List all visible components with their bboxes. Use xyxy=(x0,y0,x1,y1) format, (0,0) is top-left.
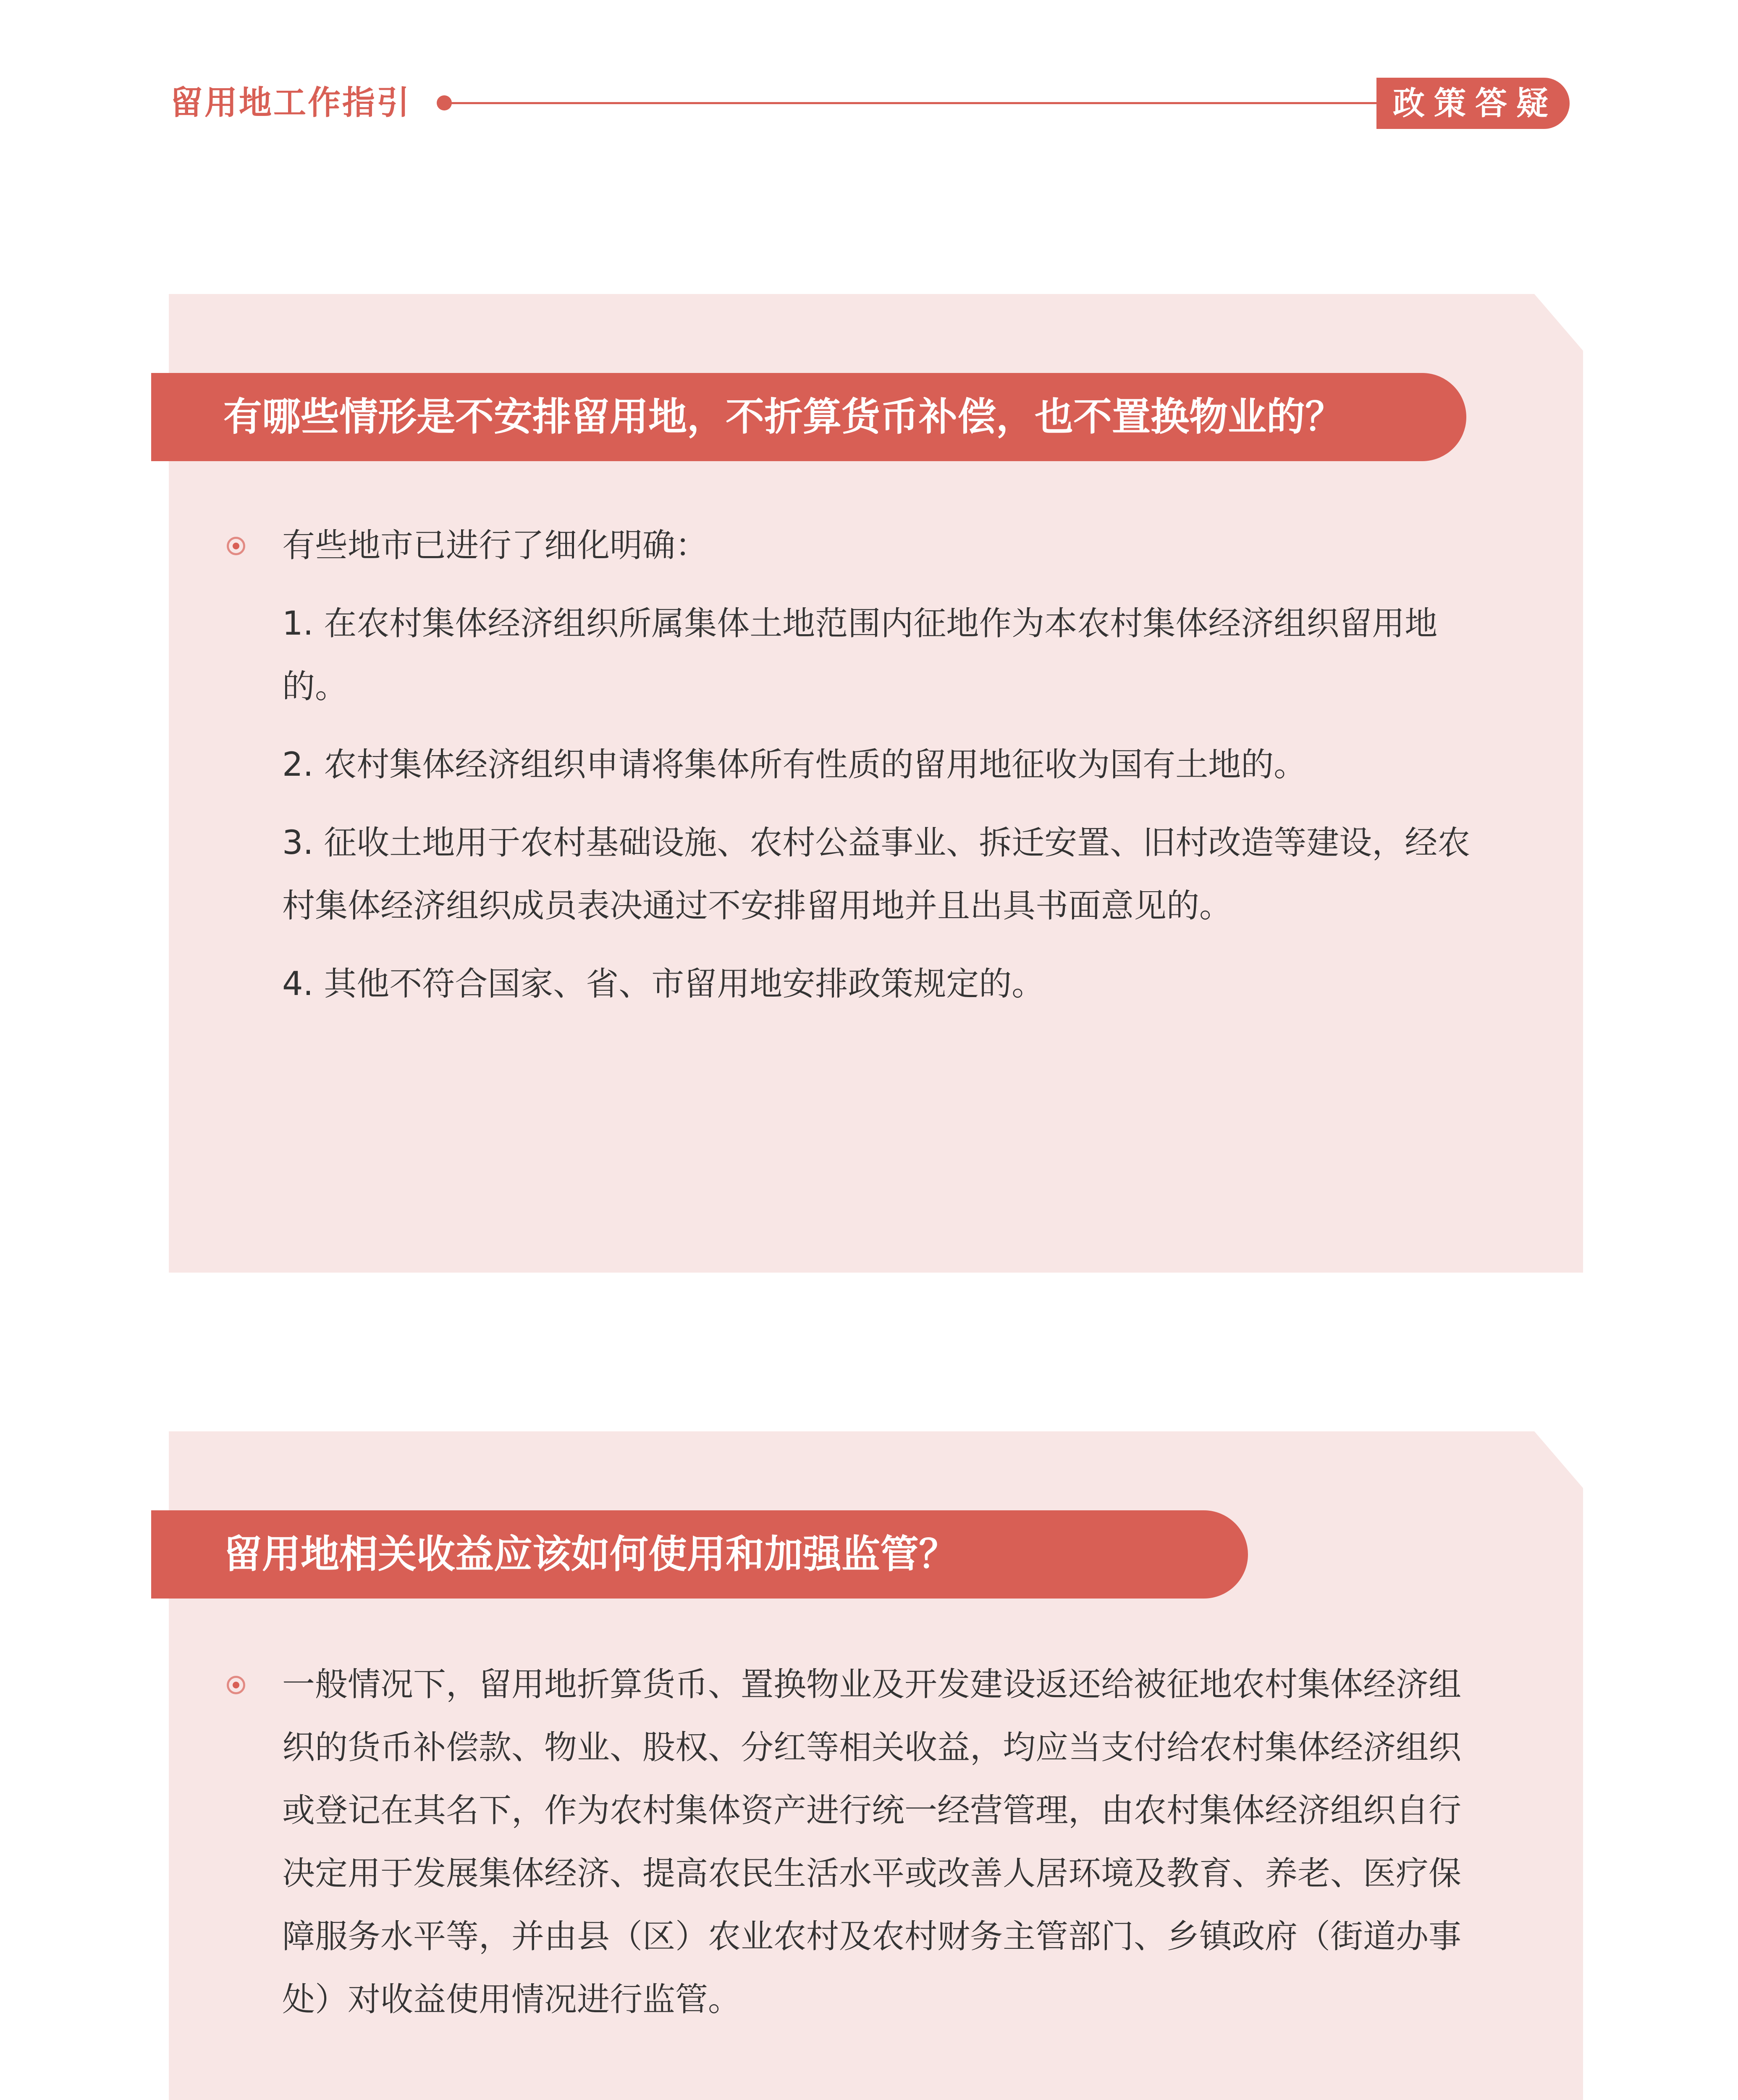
answer-item-3: 3. 征收土地用于农村基础设施、农村公益事业、拆迁安置、旧村改造等建设，经农村集体经济组织成员表决通过不安排留用地并且出具书面意见的。 xyxy=(282,824,1471,925)
question-banner-1: 有哪些情形是不安排留用地，不折算货币补偿，也不置换物业的？ xyxy=(151,373,1466,461)
answer-intro: 有些地市已进行了细化明确： xyxy=(282,527,708,564)
header-divider-line xyxy=(449,102,1386,104)
question-banner-2: 留用地相关收益应该如何使用和加强监管？ xyxy=(151,1510,1248,1599)
section-tag: 政策答疑 xyxy=(1376,78,1570,129)
answer-block-1 xyxy=(282,514,1492,1016)
answer-item-1: 1. 在农村集体经济组织所属集体土地范围内征地作为本农村集体经济组织留用地的。 xyxy=(282,605,1438,706)
answer-paragraph: 一般情况下，留用地折算货币、置换物业及开发建设返还给被征地农村集体经济组织的货币补偿款、物业、股权、分红等相关收益，均应当支付给农村集体经济组织或登记在其名下，作为农村集体资产进行统一经营管理，由农村集体经济组织自行决定用于发展集体经济、提高农民生活水平或改善人居环境及教育、养老、医疗保障服务水平等，并由县（区）农业农村及农村财务主管部门、乡镇政府（街道办事处）对收益使用情况进行监管。 xyxy=(282,1666,1462,2019)
answer-item-2: 2. 农村集体经济组织申请将集体所有性质的留用地征收为国有土地的。 xyxy=(282,746,1307,784)
bullet-icon xyxy=(227,1676,245,1694)
answer-block-2 xyxy=(282,1653,1492,2031)
answer-item-4: 4. 其他不符合国家、省、市留用地安排政策规定的。 xyxy=(282,965,1045,1003)
bullet-icon xyxy=(227,537,245,555)
header-guide-title: 留用地工作指引 xyxy=(170,84,412,122)
